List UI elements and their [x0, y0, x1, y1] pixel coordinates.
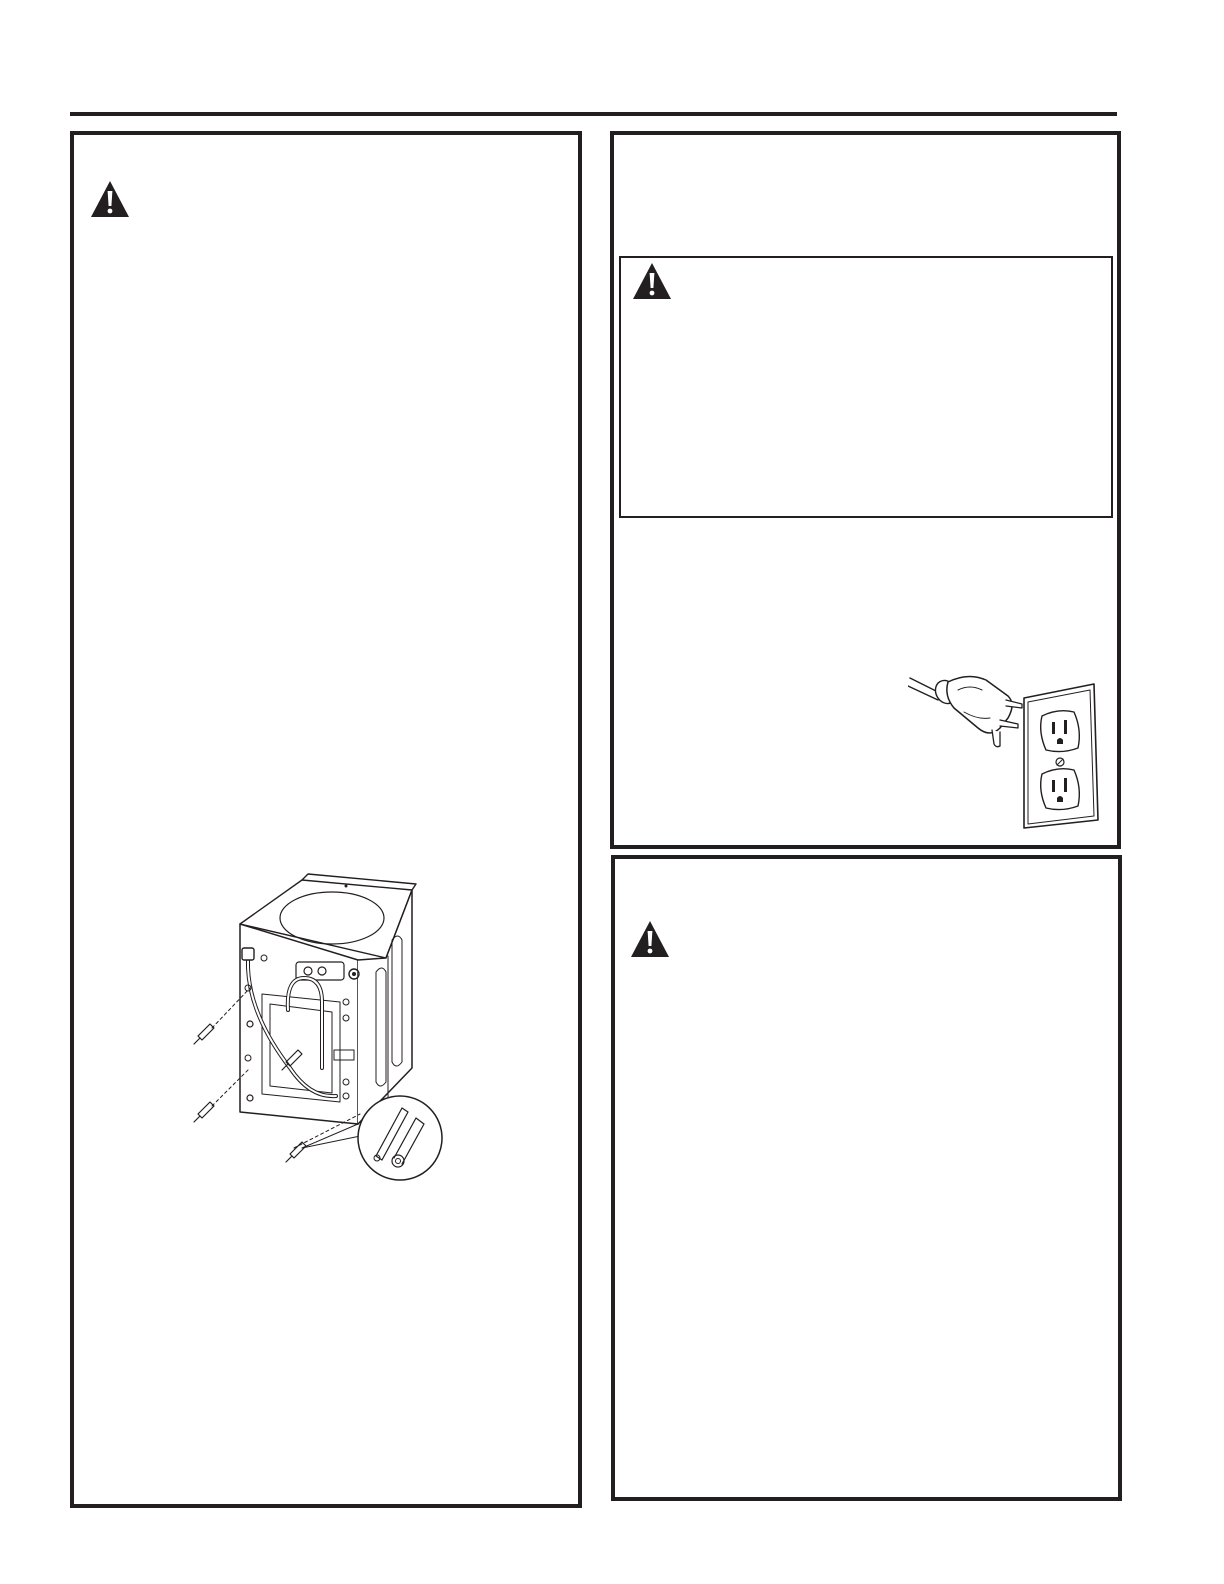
right-bottom-panel [611, 855, 1122, 1501]
plug-outlet-figure [908, 668, 1104, 832]
warning-triangle-icon [630, 920, 670, 958]
washer-rear-figure [190, 868, 450, 1188]
left-panel [70, 131, 582, 1508]
warning-box [619, 256, 1113, 518]
warning-triangle-icon [90, 180, 130, 218]
header-rule [70, 112, 1117, 116]
warning-triangle-icon [632, 262, 672, 300]
